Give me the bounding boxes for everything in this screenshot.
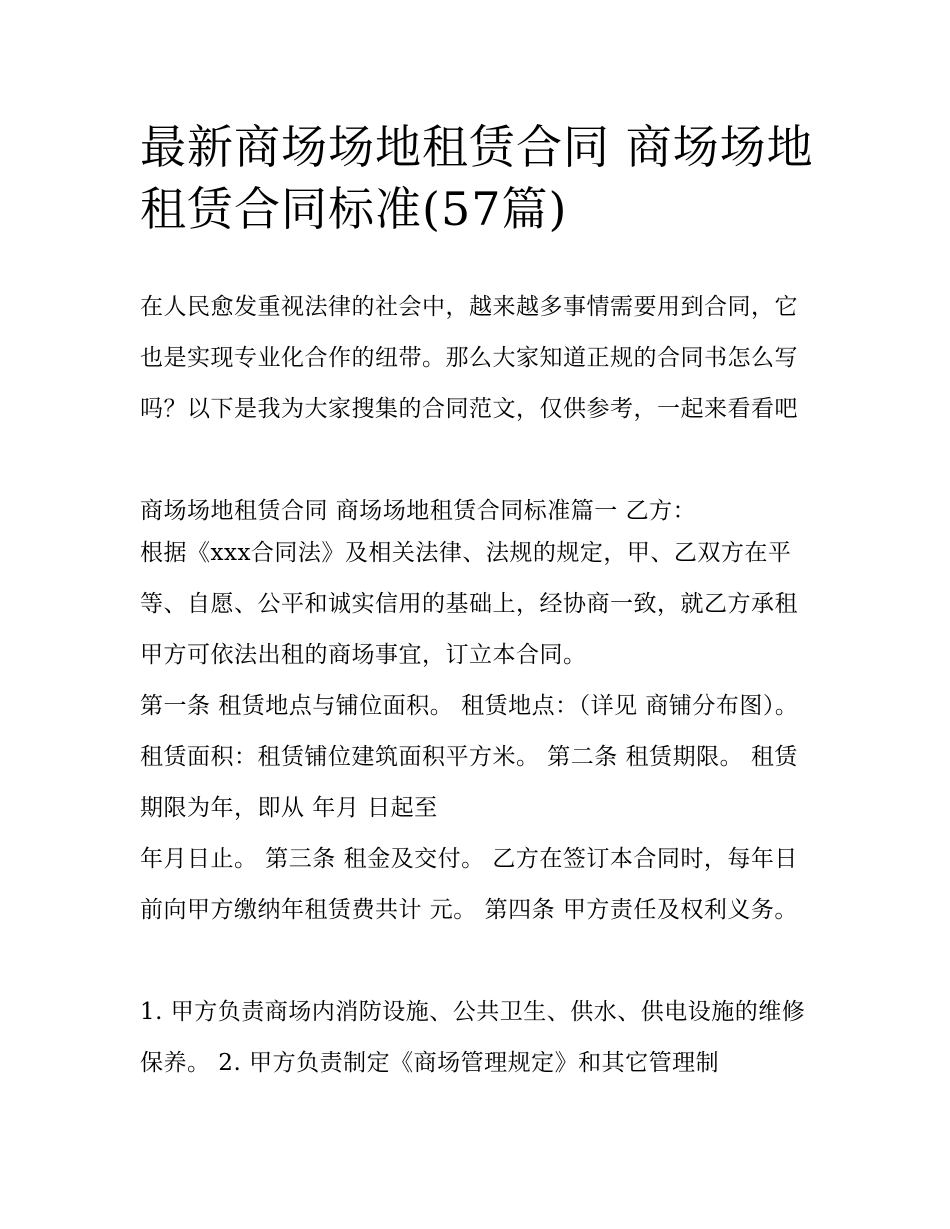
intro-paragraph: 在人民愈发重视法律的社会中，越来越多事情需要用到合同，它也是实现专业化合作的纽带。那么大家知道正规的合同书怎么写吗？以下是我为大家搜集的合同范文，仅供参考，一起来看看吧 (140, 294, 798, 422)
chapter-heading: 商场场地租赁合同 商场场地租赁合同标准篇一 乙方： (140, 498, 697, 524)
article-three-four-paragraph: 年月日止。 第三条 租金及交付。 乙方在签订本合同时，每年日前向甲方缴纳年租赁费共计 元。 第四条 甲方责任及权利义务。 (140, 846, 798, 923)
basis-paragraph: 根据《xxx合同法》及相关法律、法规的规定，甲、乙双方在平等、自愿、公平和诚实信用的基础上，经协商一致，就乙方承租甲方可依法出租的商场事宜，订立本合同。 (140, 540, 798, 668)
party-a-duties-paragraph: 1. 甲方负责商场内消防设施、公共卫生、供水、供电设施的维修保养。 2. 甲方负责制定《商场管理规定》和其它管理制 (140, 999, 806, 1076)
document-title: 最新商场场地租赁合同 商场场地租赁合同标准(57篇) (140, 120, 814, 236)
article-one-two-paragraph: 第一条 租赁地点与铺位面积。 租赁地点：（详见 商铺分布图）。 租赁面积：租赁铺位建筑面积平方米。 第二条 租赁期限。 租赁期限为年，即从 年月 日起至 (140, 693, 799, 821)
